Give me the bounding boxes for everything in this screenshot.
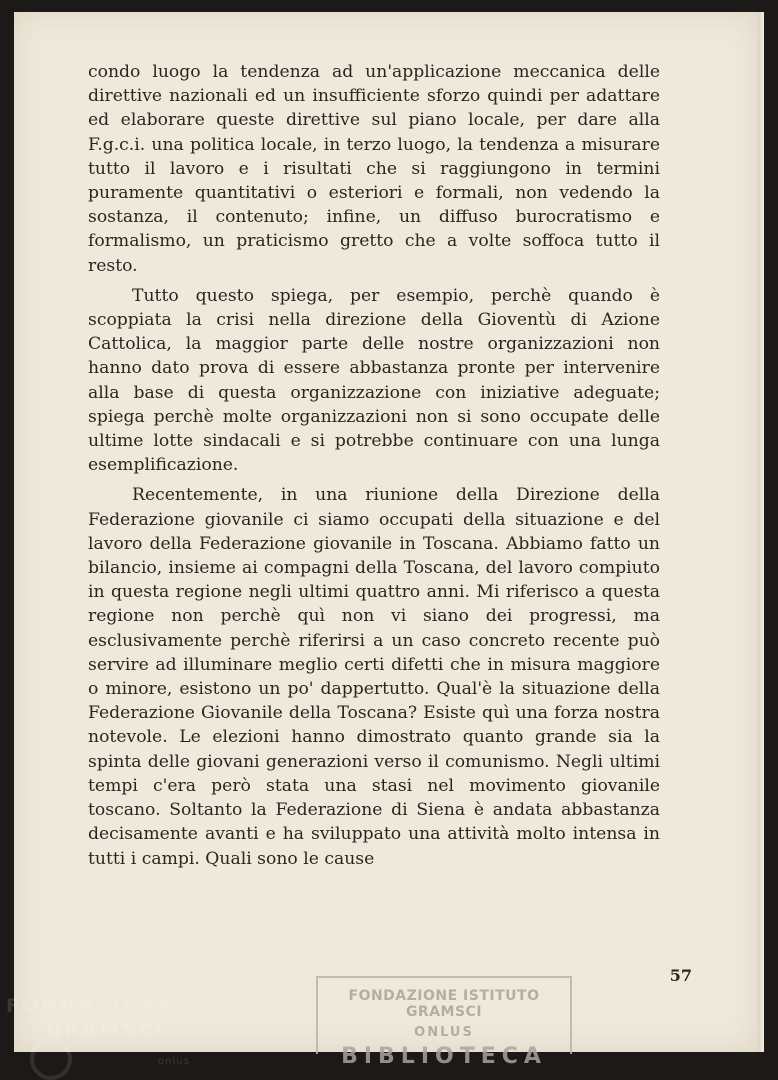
stamp-line-3: BIBLIOTECA xyxy=(341,1044,547,1069)
page-edge xyxy=(758,12,764,1052)
watermark-line-2: GRAMSCI xyxy=(46,1019,166,1041)
page-number: 57 xyxy=(669,966,692,985)
stamp-line-2: ONLUS xyxy=(414,1025,474,1040)
watermark-logo-icon xyxy=(30,1038,72,1080)
paragraph-3: Recentemente, in una riunione della Direzione della Federazione giovanile ci siamo occupati della situazione e del lavoro della Federazione giovanile in Toscana. Abbiamo fatto un bilancio, insieme ai compagni della Toscana, del lavoro compiuto in questa regione negli ultimi quattro anni. Mi riferisco a questa regione non perchè quì non vi siano dei progressi, ma esclusivamente perchè riferirsi a un caso concreto recente può servire ad illuminare meglio certi difetti che in misura maggiore o minore, esistono un po' dappertutto. Qual'è la situazione della Federazione Giovanile della Toscana? Esiste quì una forza nostra notevole. Le elezioni hanno dimostrato quanto grande sia la spinta delle giovani generazioni verso il comunismo. Negli ultimi tempi c'era però stata una stasi nel movimento giovanile toscano. Soltanto la Federazione di Siena è andata abbastanza decisamente avanti e ha sviluppato una attività molto intensa in tutti i campi. Quali sono le cause xyxy=(88,485,660,869)
body-text xyxy=(88,60,660,871)
paragraph-1: condo luogo la tendenza ad un'applicazione meccanica delle direttive nazionali ed un insufficiente sforzo quindi per adattare ed elaborare queste direttive sul piano locale, per dare alla F.g.c.i. una politica locale, in terzo luogo, la tendenza a misurare tutto il lavoro e i risultati che si raggiungono in termini puramente quantitativi o esteriori e formali, non vedendo la sostanza, il contenuto; infine, un diffuso burocratismo e formalismo, un praticismo gretto che a volte soffoca tutto il resto. xyxy=(88,62,660,276)
watermark xyxy=(6,994,190,1067)
stamp-line-1: FONDAZIONE ISTITUTO GRAMSCI xyxy=(348,988,540,1020)
paragraph-2: Tutto questo spiega, per esempio, perchè quando è scoppiata la crisi nella direzione della Gioventù di Azione Cattolica, la maggior parte delle nostre organizzazioni non hanno dato prova di essere abbastanza pronte per intervenire alla base di questa organizzazione con iniziative adeguate; spiega perchè molte organizzazioni non si sono occupate delle ultime lotte sindacali e si potrebbe continuare con una lunga esemplificazione. xyxy=(88,285,660,476)
library-stamp xyxy=(316,976,572,1069)
watermark-line-3: onlus xyxy=(158,1056,190,1067)
watermark-line-1: FONDAZIONE xyxy=(6,995,178,1017)
